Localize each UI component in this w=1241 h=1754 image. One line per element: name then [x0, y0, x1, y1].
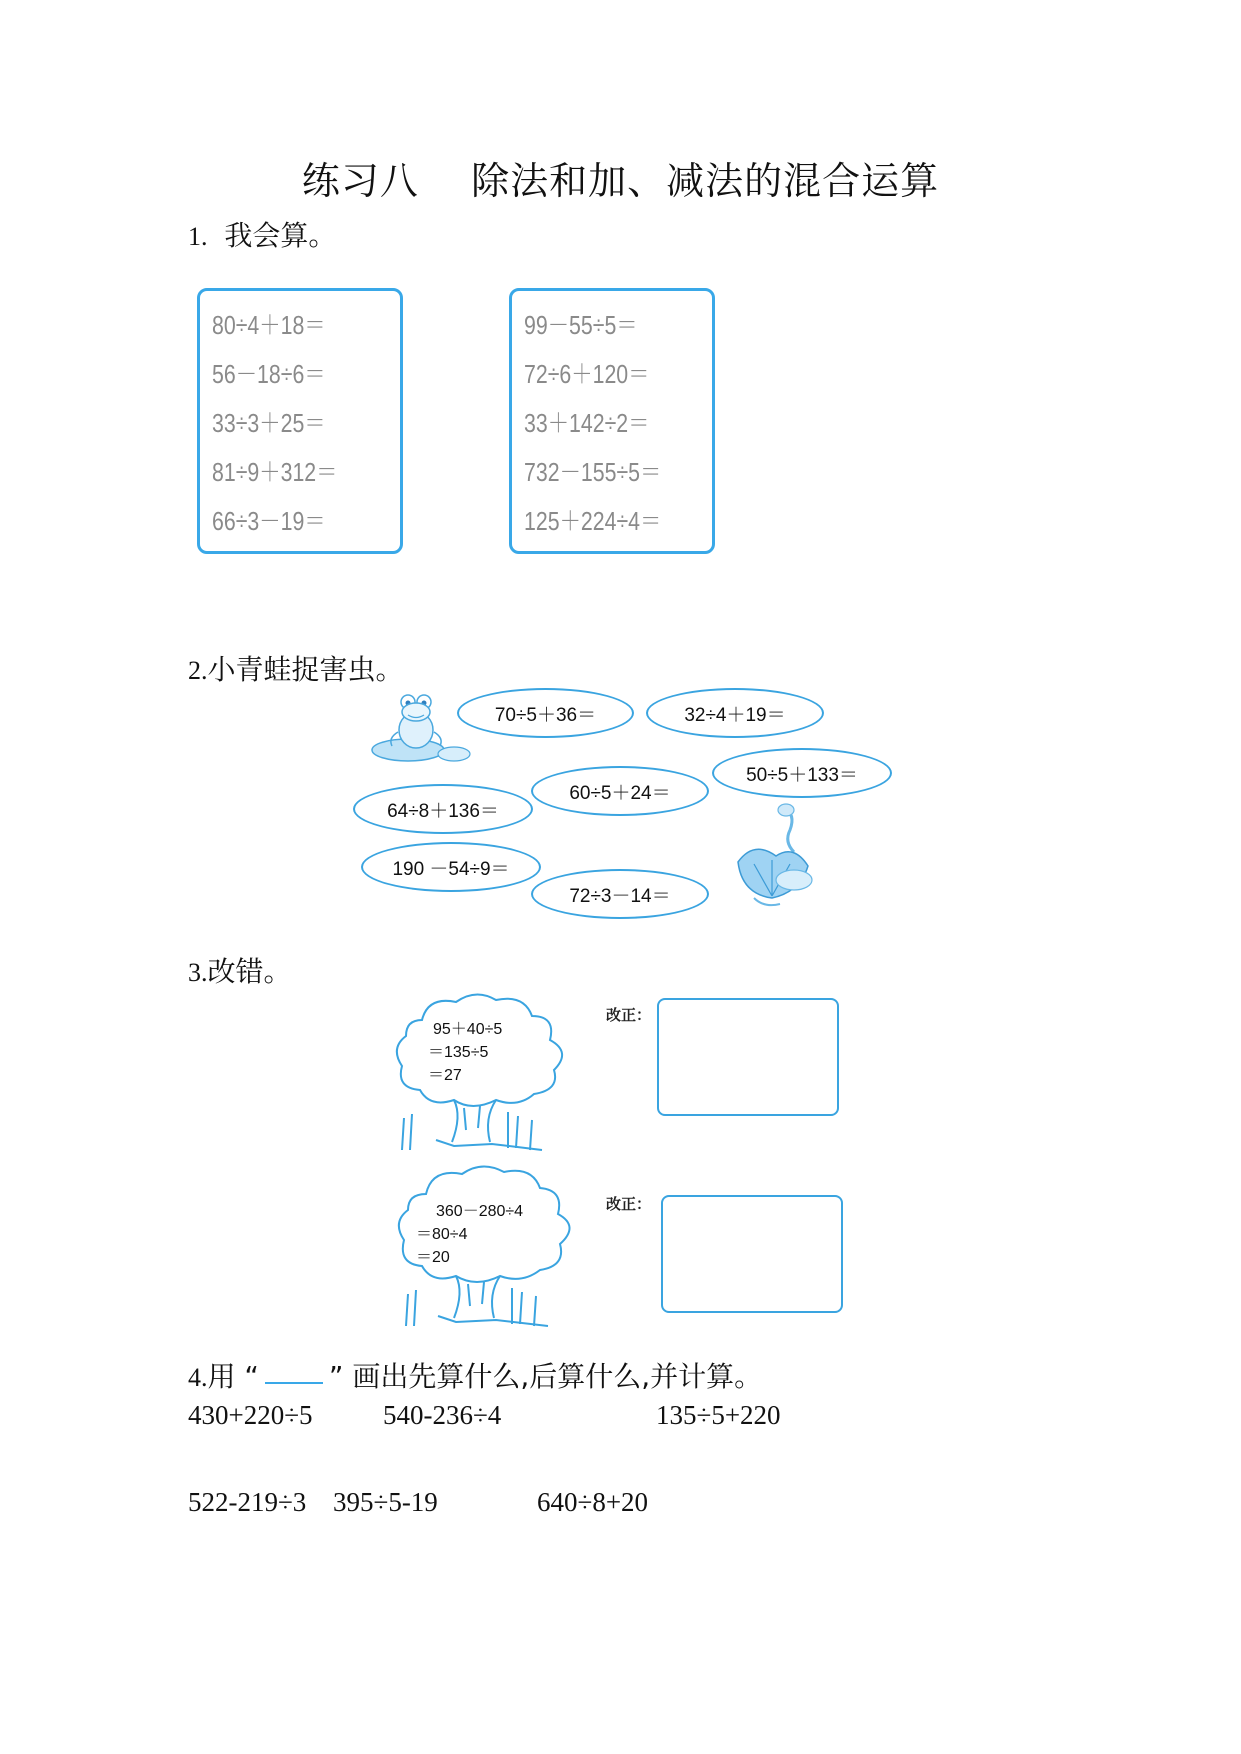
- equation: 33÷3＋25＝: [212, 408, 326, 438]
- section4-label-post: ” 画出先算什么,后算什么,并计算。: [328, 1360, 763, 1393]
- bug-equation-oval: 50÷5＋133＝: [712, 748, 892, 798]
- correction-box[interactable]: [657, 998, 839, 1116]
- equation: 80÷4＋18＝: [212, 310, 326, 340]
- bug-equation-oval: 70÷5＋36＝: [457, 688, 634, 738]
- bug-equation-oval: 60÷5＋24＝: [531, 766, 709, 816]
- equation: 81÷9＋312＝: [212, 457, 338, 487]
- solution-line: ＝135÷5: [428, 1044, 489, 1061]
- equation-box-left: [197, 288, 403, 554]
- bug-equation-oval: 190 －54÷9＝: [361, 842, 541, 892]
- equation: 56－18÷6＝: [212, 359, 326, 389]
- equation: 72÷6＋120＝: [524, 359, 650, 389]
- wrong-solution-1: [428, 1018, 502, 1087]
- expression: 540-236÷4: [383, 1400, 502, 1430]
- solution-line: 360－280÷4: [436, 1203, 524, 1220]
- section1-heading: [188, 214, 336, 254]
- section4-heading: [188, 1355, 762, 1395]
- lotus-flower-icon: [724, 800, 820, 912]
- equation: 66÷3－19＝: [212, 506, 326, 536]
- bug-equation-oval: 72÷3－14＝: [531, 869, 709, 919]
- equation: 33＋142÷2＝: [524, 408, 650, 438]
- expression: 430+220÷5: [188, 1400, 313, 1430]
- solution-line: ＝27: [428, 1067, 462, 1084]
- correction-box[interactable]: [661, 1195, 843, 1313]
- solution-line: 95＋40÷5: [433, 1021, 503, 1038]
- section1-number: 1.: [188, 222, 208, 251]
- bug-equation-oval: 32÷4＋19＝: [646, 688, 824, 738]
- solution-line: ＝20: [416, 1249, 450, 1266]
- expression: 135÷5+220: [656, 1400, 781, 1430]
- bug-equation-oval: 64÷8＋136＝: [353, 784, 533, 834]
- section2-heading: [188, 648, 404, 688]
- section2-label: 小青蛙捉害虫。: [207, 653, 404, 686]
- section3-number: 3.: [188, 958, 208, 987]
- expression: 395÷5-19: [333, 1487, 438, 1517]
- section3-label: 改错。: [207, 955, 292, 988]
- section3-heading: [188, 950, 292, 990]
- expression: 522-219÷3: [188, 1487, 307, 1517]
- page-title: 练习八 除法和加、减法的混合运算: [301, 159, 940, 203]
- equation: 99－55÷5＝: [524, 310, 638, 340]
- section4-label-pre: 用 “: [207, 1360, 259, 1393]
- section4-number: 4.: [188, 1363, 208, 1392]
- equation: 732－155÷5＝: [524, 457, 662, 487]
- wrong-solution-2: [416, 1200, 523, 1269]
- solution-line: ＝80÷4: [416, 1226, 468, 1243]
- equation-box-right: [509, 288, 715, 554]
- correction-label: 改正：: [606, 1006, 652, 1024]
- section1-label: 我会算。: [224, 219, 337, 252]
- underline-sample: [265, 1382, 323, 1384]
- section2-number: 2.: [188, 656, 208, 685]
- expression: 640÷8+20: [537, 1487, 649, 1517]
- correction-label: 改正：: [606, 1195, 652, 1213]
- frog-on-lily-pad-icon: [368, 688, 474, 764]
- equation: 125＋224÷4＝: [524, 506, 662, 536]
